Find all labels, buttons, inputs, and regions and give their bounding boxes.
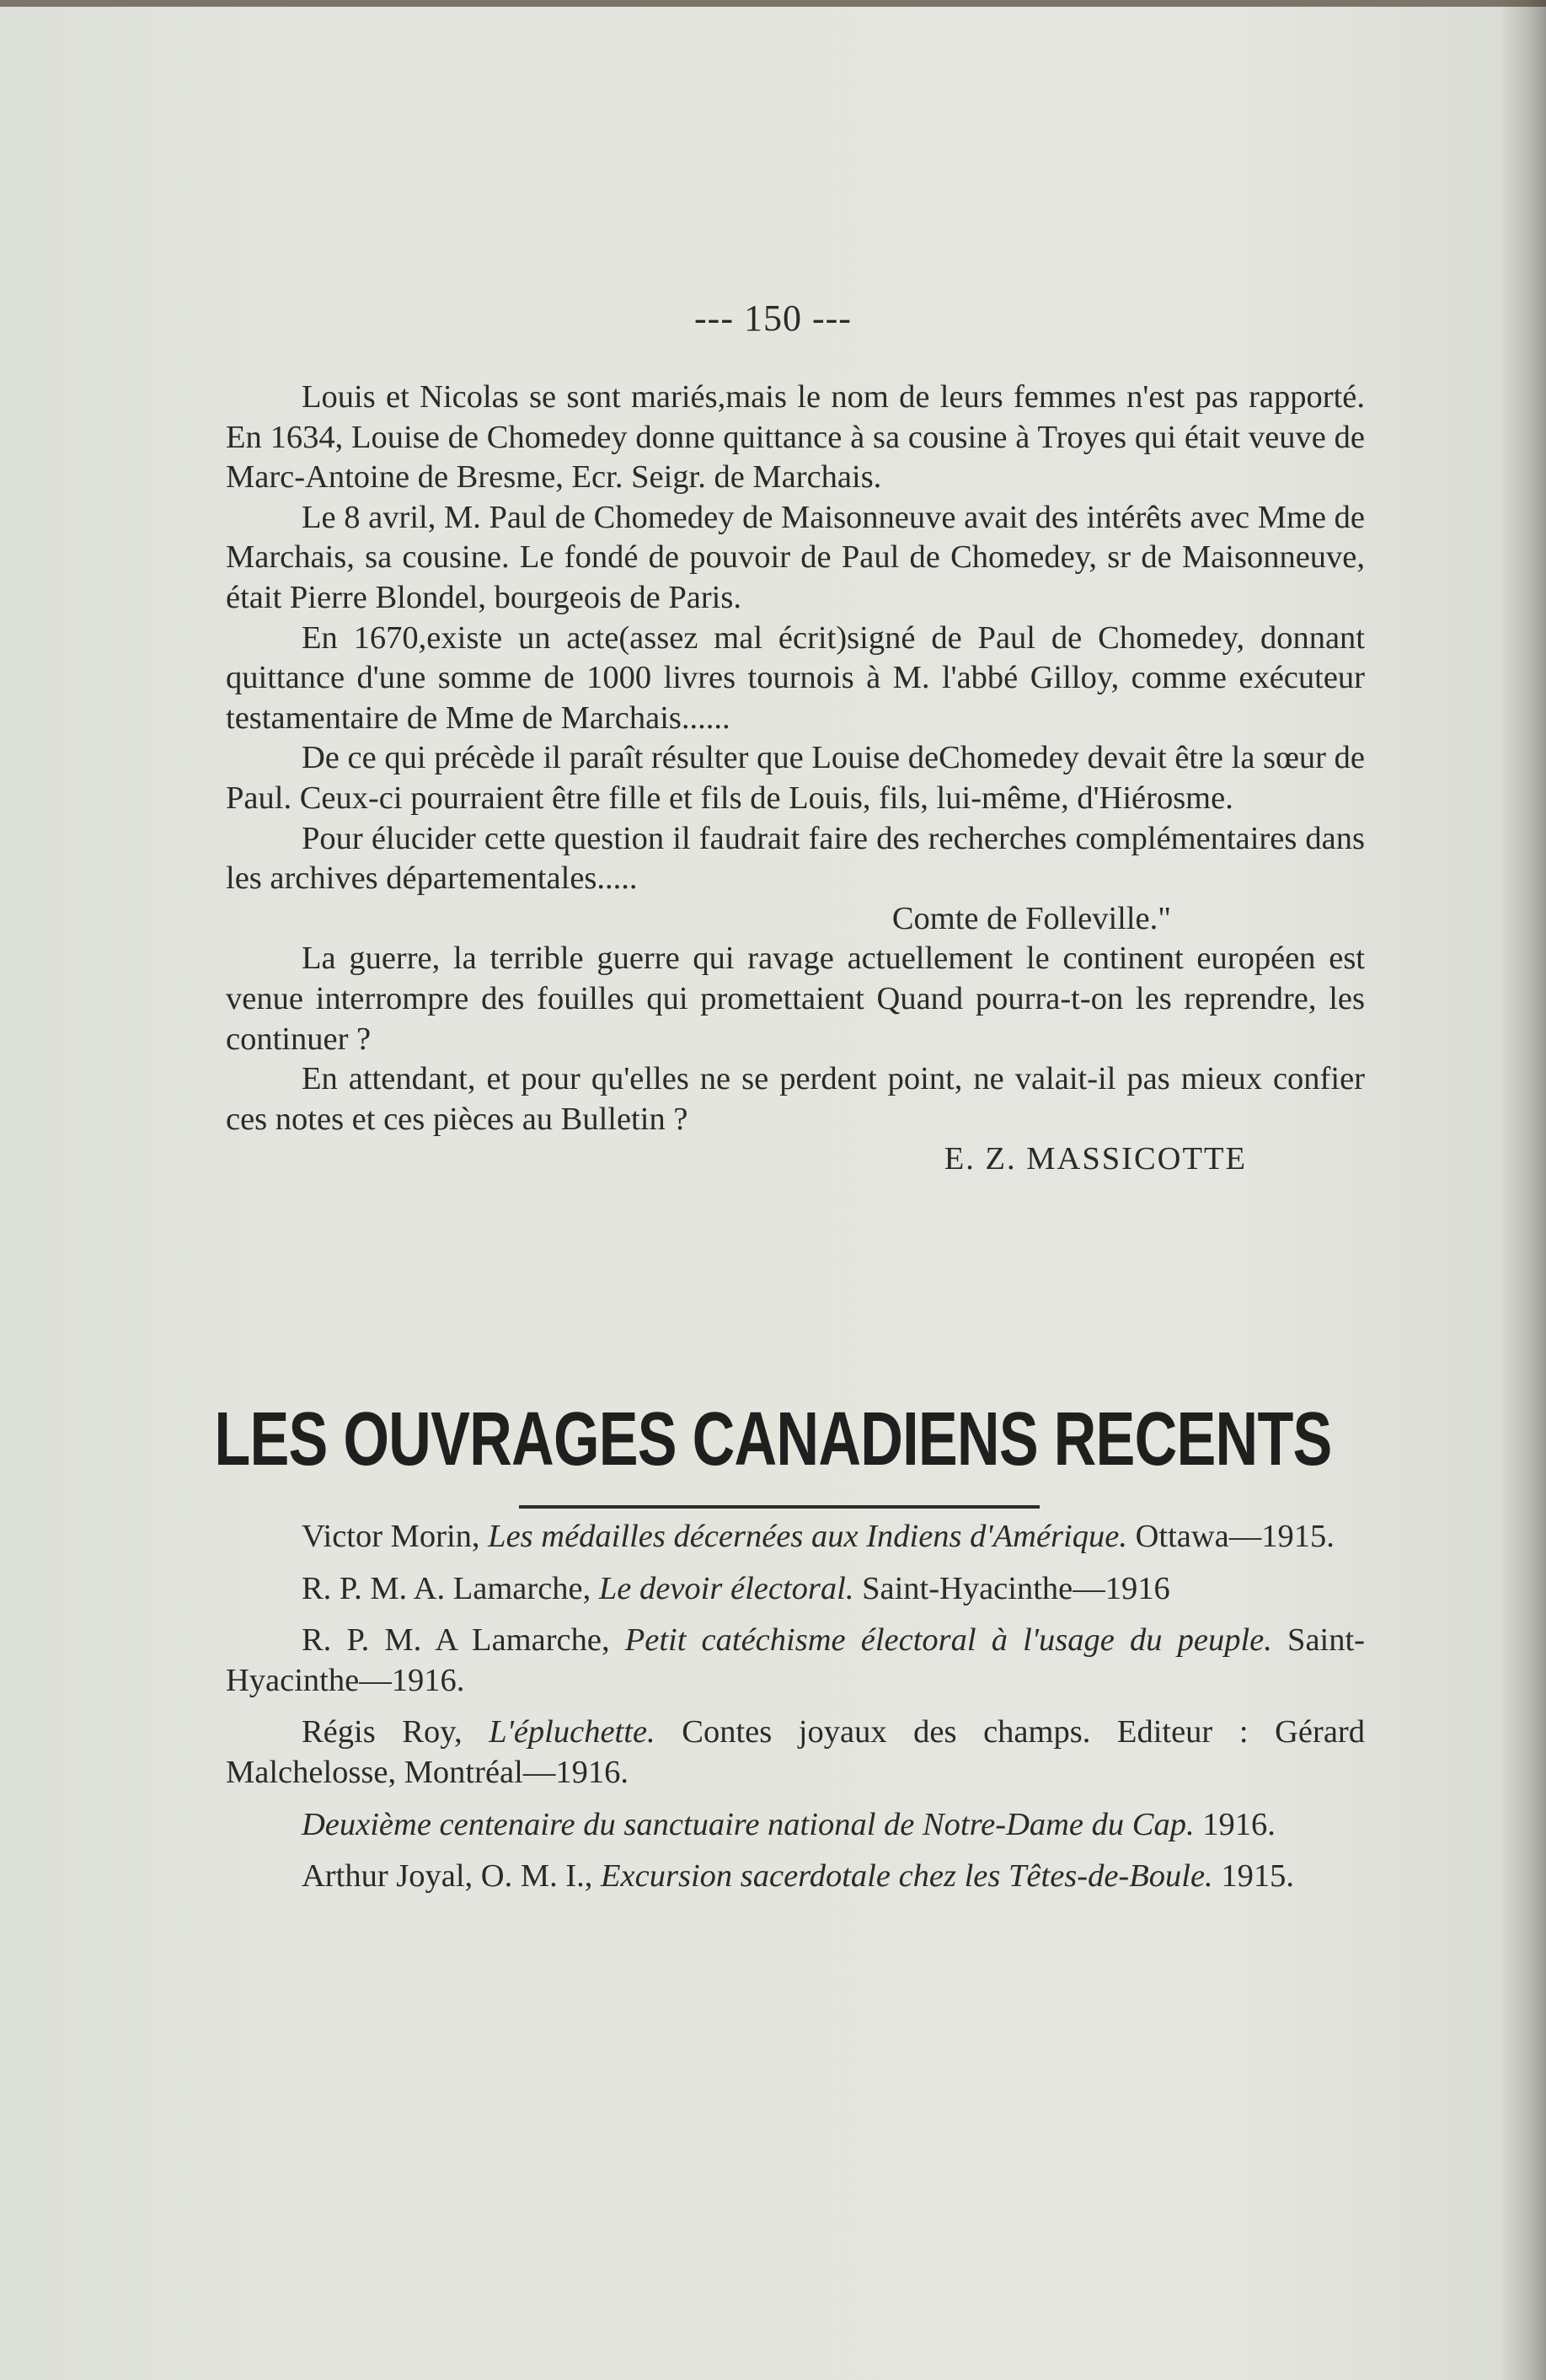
paragraph: De ce qui précède il paraît résulter que Louise deChomedey devait être la sœur de Paul. Ceux-ci pourraient être fille et fils de Louis, fils, lui-même, d'Hiérosme. [226, 740, 1365, 816]
section-divider [519, 1505, 1040, 1509]
book-author: R. P. M. A. Lamarche, [302, 1570, 599, 1606]
book-title: Les médailles décernées aux Indiens d'Amérique. [488, 1519, 1127, 1554]
book-entry [226, 1805, 1365, 1846]
book-author: Victor Morin, [302, 1519, 489, 1554]
book-details: Contes joyaux des champs. Editeur : Gérard Malchelosse, Montréal—1916. [226, 1714, 1365, 1790]
book-author: R. P. M. A Lamarche, [302, 1622, 625, 1659]
page-binding-shadow [1500, 0, 1546, 2380]
book-author: Régis Roy, [302, 1714, 489, 1750]
book-title: L'épluchette. [489, 1714, 655, 1750]
quote-signature: Comte de Folleville." [891, 900, 1171, 936]
page-top-edge [0, 0, 1546, 7]
paragraph: Louis et Nicolas se sont mariés,mais le nom de leurs femmes n'est pas rapporté. En 1634, Louise de Chomedey donne quittance à sa cousine à Troyes qui était veuve de Marc-Antoine de Bresme, Ecr. Seigr. de Marchais. [226, 379, 1365, 496]
book-title: Deuxième centenaire du sanctuaire national de Notre-Dame du Cap. [302, 1806, 1195, 1842]
book-entry [226, 1857, 1365, 1897]
book-entry [226, 1517, 1365, 1557]
book-title: Excursion sacerdotale chez les Têtes-de-Boule. [601, 1858, 1213, 1895]
author-signature: E. Z. MASSICOTTE [944, 1141, 1247, 1177]
book-details: Saint-Hyacinthe—1916 [853, 1570, 1170, 1606]
book-details: 1916. [1194, 1806, 1276, 1842]
book-title: Le devoir électoral. [598, 1570, 854, 1606]
book-entry [226, 1569, 1365, 1610]
paragraph: Le 8 avril, M. Paul de Chomedey de Maisonneuve avait des intérêts avec Mme de Marchais, sa cousine. Le fondé de pouvoir de Paul de Chomedey, sr de Maisonneuve, était Pierre Blondel, bourgeois de Paris. [226, 499, 1365, 615]
book-details: Ottawa—1915. [1126, 1519, 1335, 1554]
section-heading: LES OUVRAGES CANADIENS RECENTS [214, 1397, 1332, 1482]
book-details: Saint-Hyacinthe—1916. [226, 1622, 1365, 1698]
page-number: --- 150 --- [694, 298, 852, 339]
book-list [226, 1517, 1365, 1909]
article-body [226, 378, 1365, 1180]
book-entry [226, 1713, 1365, 1793]
book-details: 1915. [1212, 1858, 1294, 1895]
paragraph: En 1670,existe un acte(assez mal écrit)signé de Paul de Chomedey, donnant quittance d'une somme de 1000 livres tournois à M. l'abbé Gilloy, comme exécuteur testamentaire de Mme de Marchais...... [226, 619, 1365, 736]
book-title: Petit catéchisme électoral à l'usage du peuple. [624, 1622, 1272, 1659]
paragraph: En attendant, et pour qu'elles ne se perdent point, ne valait-il pas mieux confier ces notes et ces pièces au Bulletin ? [226, 1061, 1365, 1137]
paragraph: Pour élucider cette question il faudrait faire des recherches complémentaires dans les archives départementales..... [226, 820, 1365, 897]
book-entry [226, 1621, 1365, 1701]
book-author: Arthur Joyal, O. M. I., [302, 1858, 602, 1895]
paragraph: La guerre, la terrible guerre qui ravage actuellement le continent européen est venue interrompre des fouilles qui promettaient Quand pourra-t-on les reprendre, les continuer ? [226, 941, 1365, 1057]
